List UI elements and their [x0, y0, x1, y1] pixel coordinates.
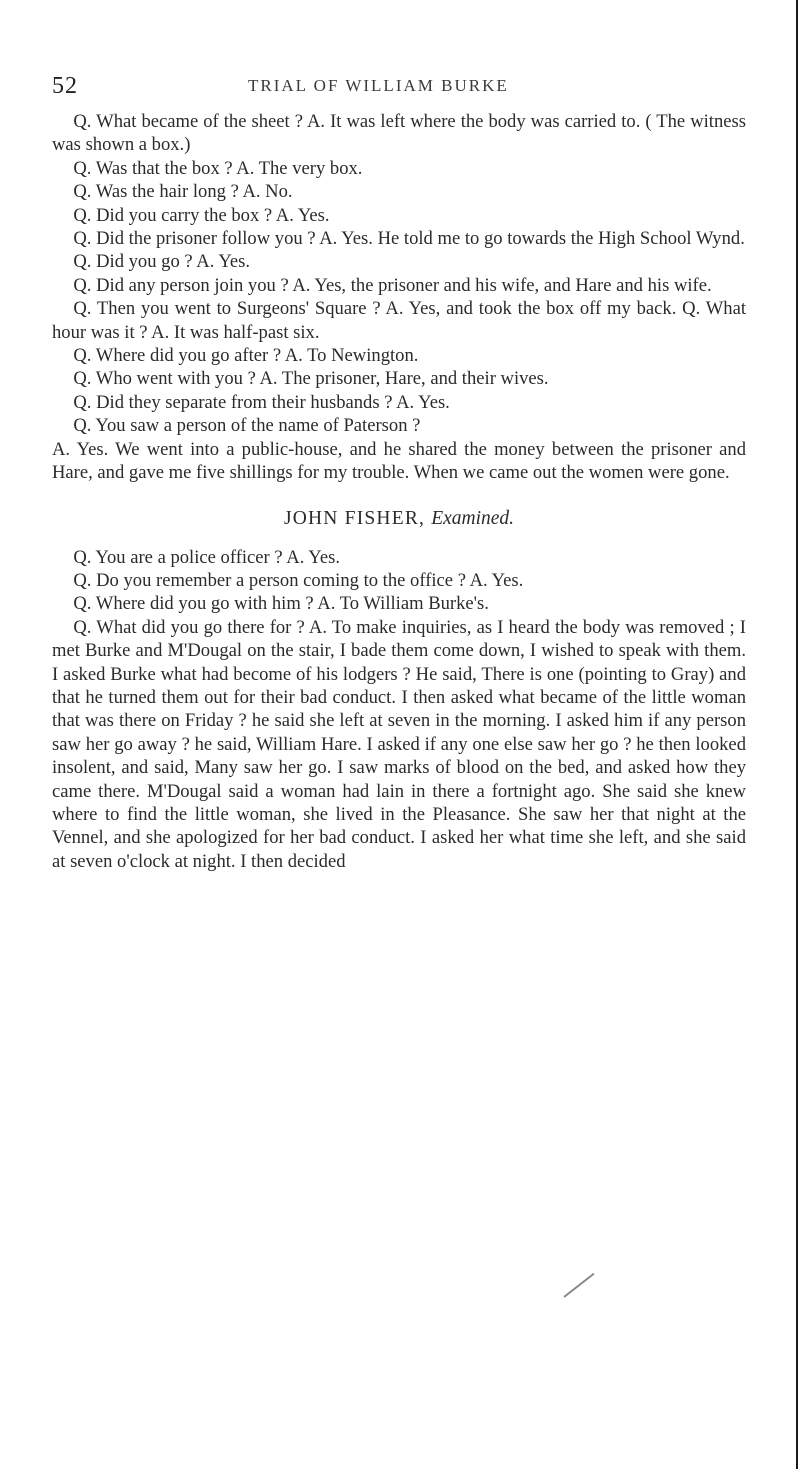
qa-paragraph: Q. Was the hair long ? A. No. — [73, 181, 293, 203]
qa-paragraph: Q. Did you go ? A. Yes. — [73, 251, 251, 273]
body-text — [52, 110, 746, 873]
pencil-mark — [563, 1273, 594, 1298]
qa-paragraph: Q. Where did you go after ? A. To Newington. — [73, 345, 419, 367]
page-edge-line — [796, 0, 798, 1469]
witness-status: Examined. — [431, 507, 515, 529]
qa-paragraph: Q. Then you went to Surgeons' Square ? A. Yes, and took the box off my back. Q. What hour was it ? A. It was half-past six. — [52, 298, 746, 343]
running-title: TRIAL OF WILLIAM BURKE — [248, 76, 509, 95]
witness-heading — [52, 506, 746, 532]
qa-paragraph: Q. Do you remember a person coming to the office ? A. Yes. — [73, 569, 524, 591]
qa-paragraph: A. Yes. We went into a public-house, and he shared the money between the prisoner and Hare, and gave me five shillings for my trouble. When we came out the women were gone. — [52, 438, 746, 484]
qa-paragraph: Q. What did you go there for ? A. To make inquiries, as I heard the body was removed ; I met Burke and M'Dougal on the stair, I bade them come down, I wished to speak with them. I asked Burke what had become of his lodgers ? He said, There is one (pointing to Gray) and that he turned them out for their bad conduct. I then asked what became of the little woman that was there on Friday ? he said she left at seven in the morning. I asked him if any person saw her go away ? he said, William Hare. I asked if any one else saw her go ? he then looked insolent, and said, Many saw her go. I saw marks of blood on the bed, and asked how they came there. M'Dougal said a woman had lain in there a fortnight ago. She said she knew where to find the little woman, she lived in the Pleasance. She saw her that night at the Vennel, and she apologized for her bad conduct. I asked her what time she left, and she said at seven o'clock at night. I then decided — [52, 616, 746, 872]
qa-paragraph: Q. You are a police officer ? A. Yes. — [73, 546, 341, 568]
qa-paragraph: Q. Where did you go with him ? A. To William Burke's. — [73, 593, 489, 615]
qa-paragraph: Q. What became of the sheet ? A. It was left where the body was carried to. ( The witness was shown a box.) — [52, 111, 746, 156]
qa-paragraph: Q. Was that the box ? A. The very box. — [73, 157, 363, 179]
qa-paragraph: Q. Did any person join you ? A. Yes, the prisoner and his wife, and Hare and his wife. — [73, 274, 712, 296]
qa-paragraph: Q. You saw a person of the name of Paterson ? — [73, 415, 421, 437]
witness-name: JOHN FISHER, — [283, 507, 426, 529]
qa-paragraph: Q. Who went with you ? A. The prisoner, Hare, and their wives. — [73, 368, 549, 390]
qa-paragraph: Q. Did the prisoner follow you ? A. Yes. He told me to go towards the High School Wynd. — [73, 228, 745, 250]
qa-paragraph: Q. Did they separate from their husbands ? A. Yes. — [73, 391, 450, 413]
qa-paragraph: Q. Did you carry the box ? A. Yes. — [73, 204, 330, 226]
page-number: 52 — [52, 73, 78, 99]
